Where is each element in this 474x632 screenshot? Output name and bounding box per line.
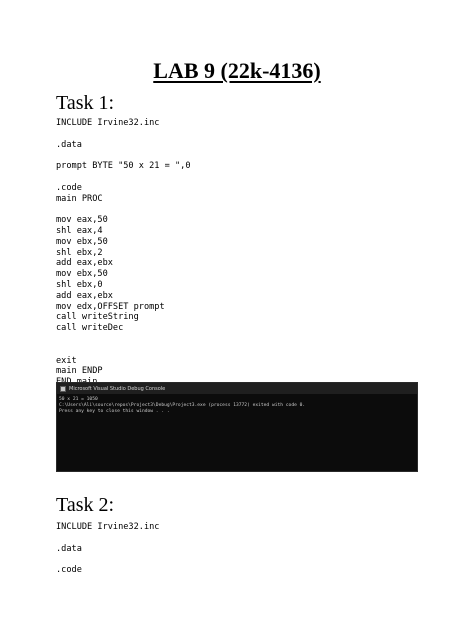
- task1-code: INCLUDE Irvine32.inc .data prompt BYTE "50 x 21 = ",0 .code main PROC mov eax,50 shl eax,4 mov ebx,50 shl ebx,2 add eax,ebx mov ebx,50 shl ebx,0 add eax,ebx mov edx,OFFSET prompt call writeString call writeDec exit main ENDP: [56, 118, 191, 377]
- task2-heading: Task 2:: [56, 494, 115, 516]
- console-window-title: Microsoft Visual Studio Debug Console: [69, 385, 166, 392]
- debug-console-screenshot: [56, 382, 418, 472]
- task1-heading: Task 1:: [56, 92, 115, 114]
- document-title: LAB 9 (22k-4136): [153, 58, 321, 83]
- console-app-icon: [60, 386, 66, 392]
- console-output: 50 x 21 = 1050 C:\Users\Ali\source\repos\Project3\Debug\Project3.exe (process 13772) exited with code 0. Press any key to close this window . . .: [59, 397, 306, 414]
- task2-code: INCLUDE Irvine32.inc .data .code: [56, 522, 160, 576]
- console-title-bar: [57, 383, 417, 394]
